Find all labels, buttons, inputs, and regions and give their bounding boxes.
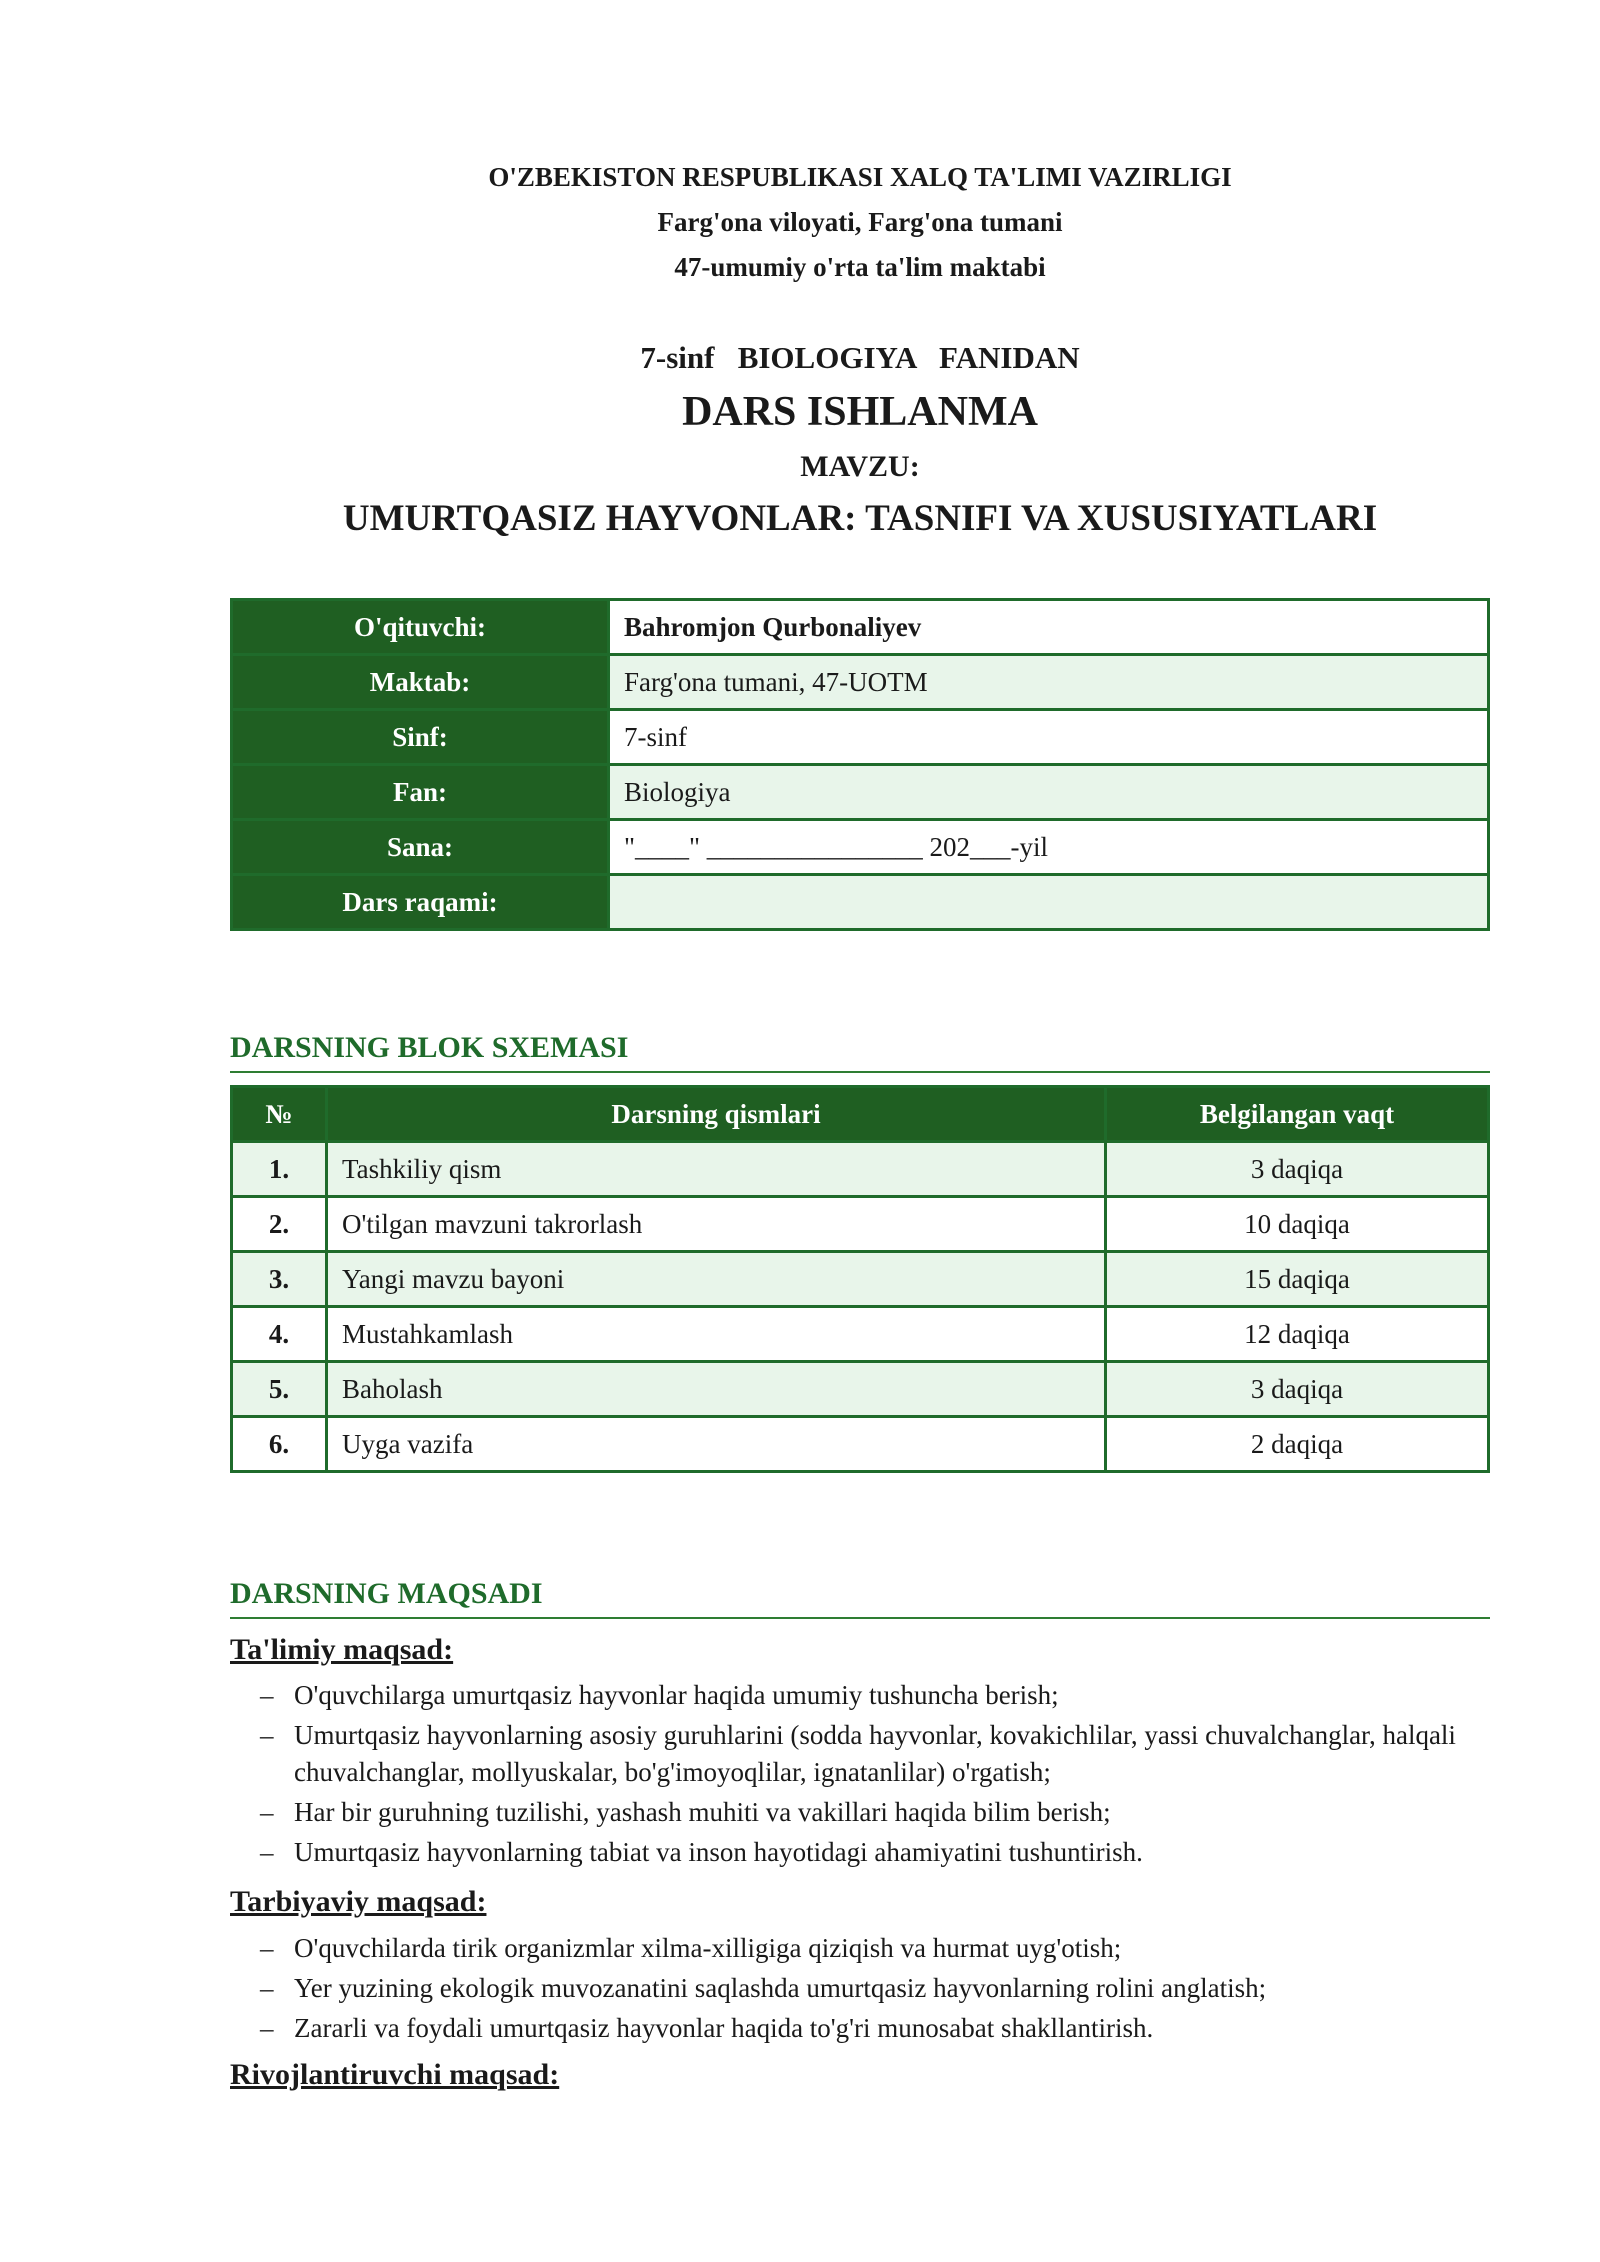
row-number: 1. [232,1142,327,1197]
info-label: Dars raqami: [232,875,609,930]
educational-goal-label: Ta'limiy maqsad: [230,1633,454,1666]
row-time: 2 daqiqa [1106,1417,1489,1472]
info-label: O'qituvchi: [232,600,609,655]
list-item [230,1794,1490,1831]
column-header-time: Belgilangan vaqt [1106,1087,1489,1142]
list-item-text: O'quvchilarga umurtqasiz hayvonlar haqida umumiy tushuncha berish; [294,1680,1059,1710]
row-part: Mustahkamlash [327,1307,1106,1362]
dash-bullet: – [260,1680,274,1710]
list-item-text: Zararli va foydali umurtqasiz hayvonlar haqida to'g'ri munosabat shakllantirish. [294,2013,1154,2043]
ministry-title: O'ZBEKISTON RESPUBLIKASI XALQ TA'LIMI VAZIRLIGI [488,162,1232,192]
table-row [232,1362,1489,1417]
info-row [232,765,1489,820]
list-item-text: Har bir guruhning tuzilishi, yashash muhiti va vakillari haqida bilim berish; [294,1797,1111,1827]
row-time: 12 daqiqa [1106,1307,1489,1362]
list-item [230,1677,1490,1714]
info-row [232,600,1489,655]
row-part: O'tilgan mavzuni takrorlash [327,1197,1106,1252]
block-scheme-table [230,1085,1490,1473]
row-part: Yangi mavzu bayoni [327,1252,1106,1307]
row-time: 15 daqiqa [1106,1252,1489,1307]
list-item-text: O'quvchilarda tirik organizmlar xilma-xilligiga qiziqish va hurmat uyg'otish; [294,1933,1122,1963]
row-number: 5. [232,1362,327,1417]
dash-bullet: – [260,1837,274,1867]
info-value: "____" ________________ 202___-yil [609,820,1489,875]
upbringing-goal-label: Tarbiyaviy maqsad: [230,1885,487,1918]
list-item-text: Umurtqasiz hayvonlarning asosiy guruhlarini (sodda hayvonlar, kovakichlilar, yassi chuvalchanglar, halqali chuvalchanglar, mollyuskalar, bo'g'imoyoqlilar, ignatanlilar) o'rgatish; [294,1720,1456,1787]
table-row [232,1142,1489,1197]
row-time: 3 daqiqa [1106,1362,1489,1417]
info-label: Sinf: [232,710,609,765]
topic-label: MAVZU: [800,450,920,483]
block-scheme-heading: DARSNING BLOK SXEMASI [230,1031,1490,1073]
info-row [232,820,1489,875]
column-header-parts: Darsning qismlari [327,1087,1106,1142]
table-row [232,1417,1489,1472]
list-item [230,1930,1490,1967]
row-part: Uyga vazifa [327,1417,1106,1472]
table-row [232,1197,1489,1252]
educational-goal-list [230,1677,1490,1874]
developmental-goal-label: Rivojlantiruvchi maqsad: [230,2058,560,2091]
table-row [232,1307,1489,1362]
upbringing-goal-list [230,1930,1490,2050]
list-item-text: Umurtqasiz hayvonlarning tabiat va inson hayotidagi ahamiyatini tushuntirish. [294,1837,1143,1867]
lesson-info-table [230,598,1490,931]
list-item [230,1717,1490,1791]
topic-title: UMURTQASIZ HAYVONLAR: TASNIFI VA XUSUSIYATLARI [342,498,1378,539]
list-item [230,2010,1490,2047]
dash-bullet: – [260,1797,274,1827]
info-value: 7-sinf [609,710,1489,765]
dash-bullet: – [260,1933,274,1963]
row-time: 3 daqiqa [1106,1142,1489,1197]
row-number: 4. [232,1307,327,1362]
goals-heading: DARSNING MAQSADI [230,1577,1490,1619]
table-header-row [232,1087,1489,1142]
dash-bullet: – [260,1973,274,2003]
school-line: 47-umumiy o'rta ta'lim maktabi [674,252,1046,282]
info-label: Fan: [232,765,609,820]
list-item-text: Yer yuzining ekologik muvozanatini saqlashda umurtqasiz hayvonlarning rolini anglatish; [294,1973,1267,2003]
row-time: 10 daqiqa [1106,1197,1489,1252]
subject-line: 7-sinf BIOLOGIYA FANIDAN [640,340,1080,375]
dash-bullet: – [260,1720,274,1750]
info-value [609,875,1489,930]
info-row [232,875,1489,930]
list-item [230,1834,1490,1871]
info-label: Sana: [232,820,609,875]
info-label: Maktab: [232,655,609,710]
region-line: Farg'ona viloyati, Farg'ona tumani [657,207,1063,237]
row-part: Tashkiliy qism [327,1142,1106,1197]
list-item [230,1970,1490,2007]
info-row [232,655,1489,710]
info-value: Bahromjon Qurbonaliyev [609,600,1489,655]
info-row [232,710,1489,765]
column-header-number: № [232,1087,327,1142]
info-value: Biologiya [609,765,1489,820]
table-row [232,1252,1489,1307]
dash-bullet: – [260,2013,274,2043]
row-number: 2. [232,1197,327,1252]
row-part: Baholash [327,1362,1106,1417]
info-value: Farg'ona tumani, 47-UOTM [609,655,1489,710]
row-number: 3. [232,1252,327,1307]
row-number: 6. [232,1417,327,1472]
document-type-title: DARS ISHLANMA [682,389,1038,435]
